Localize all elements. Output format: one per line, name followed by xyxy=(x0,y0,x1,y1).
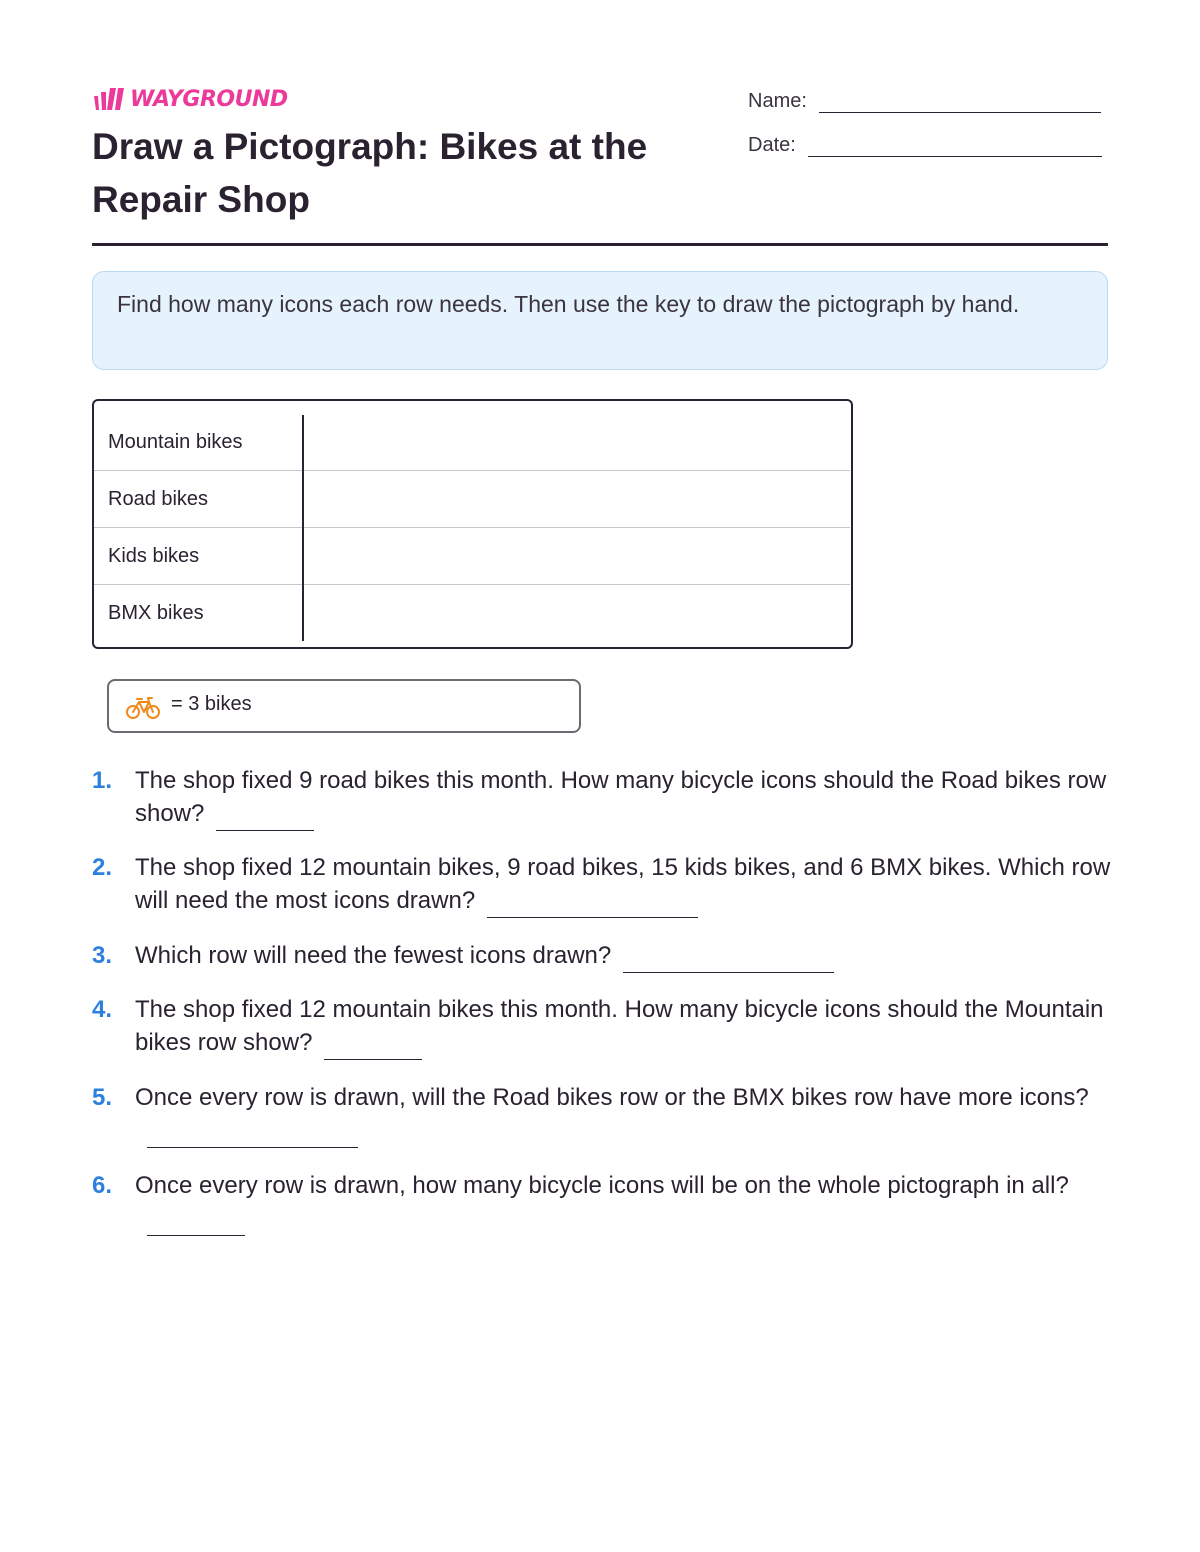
question-text: Once every row is drawn, will the Road bikes row or the BMX bikes row have more icons? xyxy=(135,1084,1089,1111)
pictograph-table xyxy=(92,399,853,649)
pictograph-row-mountain xyxy=(94,415,850,471)
question-number: 2. xyxy=(92,854,113,881)
header-divider xyxy=(92,243,1108,246)
question-number: 6. xyxy=(92,1172,113,1199)
pictograph-row-road xyxy=(94,472,850,528)
pictograph-row-bmx xyxy=(94,585,850,641)
answer-blank[interactable] xyxy=(147,1122,358,1148)
answer-blank[interactable] xyxy=(324,1034,422,1060)
row-label: Kids bikes xyxy=(108,545,200,567)
question-4 xyxy=(92,993,1112,1060)
brand-name: WAYGROUND xyxy=(130,86,288,112)
question-text: The shop fixed 12 mountain bikes this month. How many bicycle icons should the Mountain bikes row show? xyxy=(135,996,1104,1056)
answer-blank[interactable] xyxy=(216,805,314,831)
question-text: Once every row is drawn, how many bicycle icons will be on the whole pictograph in all? xyxy=(135,1172,1069,1199)
question-number: 3. xyxy=(92,942,113,969)
row-label: Road bikes xyxy=(108,488,209,510)
wayground-logo xyxy=(92,86,288,112)
bicycle-icon xyxy=(125,696,161,720)
key-text: = 3 bikes xyxy=(171,692,252,715)
pictograph-row-kids xyxy=(94,529,850,585)
date-field xyxy=(748,134,1102,157)
instructions-box xyxy=(92,271,1108,370)
date-label: Date: xyxy=(748,134,796,156)
question-5 xyxy=(92,1081,1112,1148)
question-number: 4. xyxy=(92,996,113,1023)
page-title: Draw a Pictograph: Bikes at the Repair Shop xyxy=(92,126,648,220)
row-label: BMX bikes xyxy=(108,601,204,624)
name-blank[interactable] xyxy=(819,91,1101,113)
date-blank[interactable] xyxy=(808,135,1102,157)
question-3 xyxy=(92,939,1112,973)
question-text: The shop fixed 9 road bikes this month. How many bicycle icons should the Road bikes row show? xyxy=(135,767,1107,827)
question-number: 1. xyxy=(92,767,113,794)
question-2 xyxy=(92,851,1112,918)
question-text: Which row will need the fewest icons drawn? xyxy=(135,942,612,969)
instructions-text: Find how many icons each row needs. Then use the key to draw the pictograph by hand. xyxy=(117,291,1020,317)
name-field xyxy=(748,90,1101,113)
answer-blank[interactable] xyxy=(623,947,834,973)
pictograph-key xyxy=(107,679,581,733)
wayground-logo-icon xyxy=(92,86,124,112)
pictograph-axis-line xyxy=(302,415,304,641)
answer-blank[interactable] xyxy=(487,892,698,918)
question-1 xyxy=(92,764,1112,831)
question-number: 5. xyxy=(92,1084,113,1111)
question-6 xyxy=(92,1169,1112,1236)
question-text: The shop fixed 12 mountain bikes, 9 road bikes, 15 kids bikes, and 6 BMX bikes. Which row will need the most icons drawn? xyxy=(135,854,1111,914)
row-label: Mountain bikes xyxy=(108,431,243,453)
name-label: Name: xyxy=(748,90,807,112)
answer-blank[interactable] xyxy=(147,1210,245,1236)
